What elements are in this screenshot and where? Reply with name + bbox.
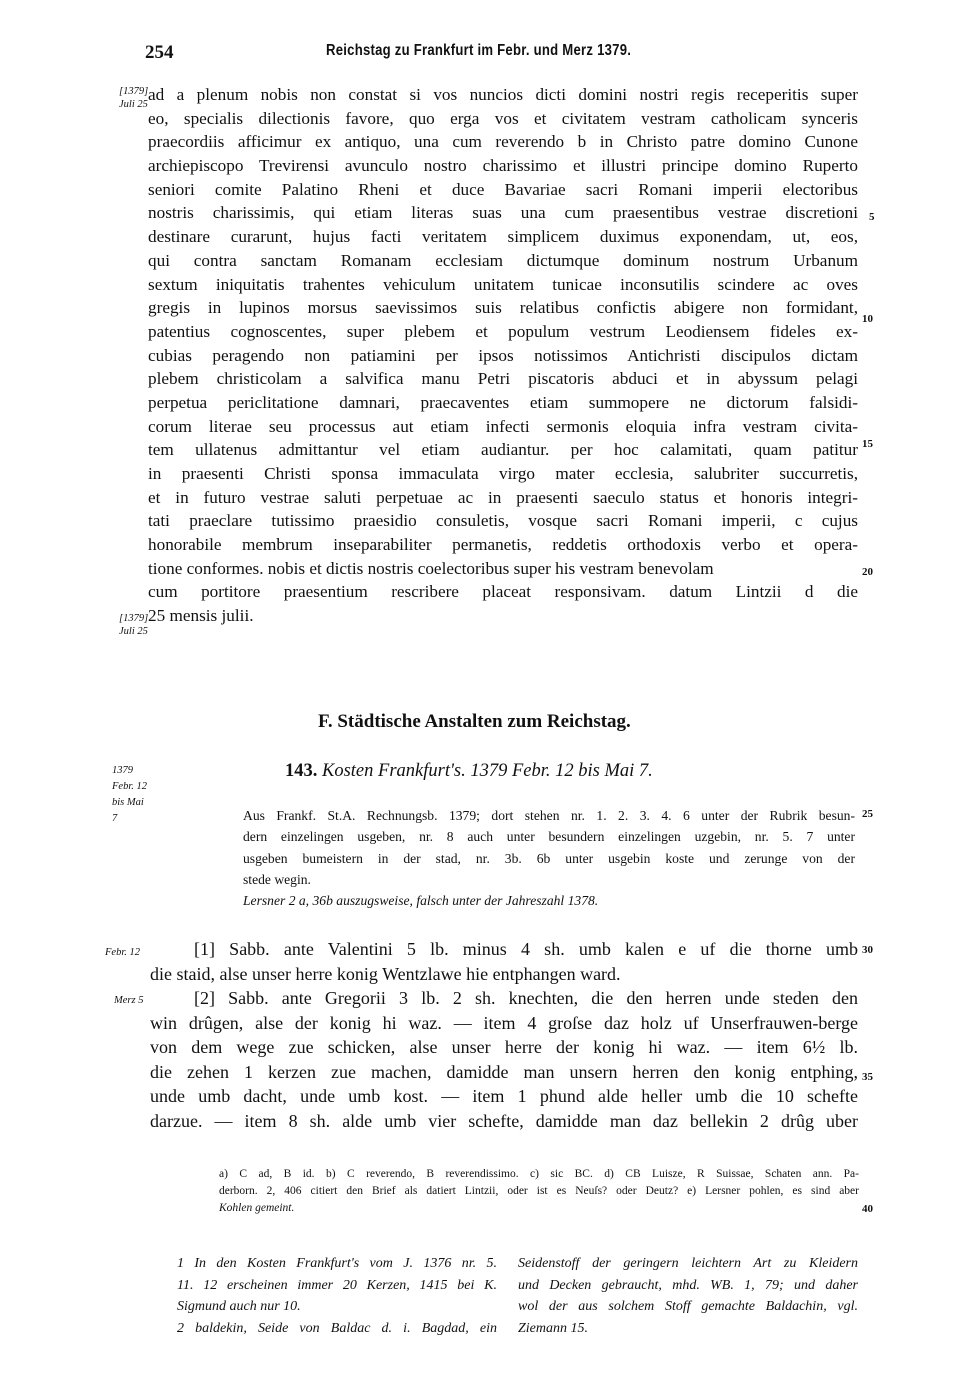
account-line: die zehen 1 kerzen zue machen, damidde man unsern herren den konig entphing,	[150, 1061, 858, 1082]
running-title: Reichstag zu Frankfurt im Febr. und Merz 1379.	[326, 42, 632, 59]
footnote-line: 11. 12 erscheinen immer 20 Kerzen, 1415 bei K.	[177, 1277, 497, 1293]
footnotes-left-column	[177, 1253, 497, 1340]
footnote-line: Seidenstoff der geringern leichtern Art zu Kleidern	[518, 1256, 858, 1271]
letter-line: gregis in lupinos morsus saevissimos suis relatibus confictis abigere non formidant,	[148, 298, 858, 318]
letter-body	[148, 83, 858, 628]
source-line: stede wegin.	[243, 871, 311, 887]
letter-line: tati praeclare tutissimo praesidio consuletis, vosque sacri Romani imperii, c cujus	[148, 511, 858, 531]
letter-line: ad a plenum nobis non constat si vos nuncios dicti domini nostri regis receperitis super	[148, 85, 858, 104]
letter-line: nostris charissimis, qui etiam literas suas una cum praesentibus vestrae discretioni	[148, 203, 858, 223]
footnotes-right-column	[518, 1253, 858, 1340]
letter-line: seniori comite Palatino Rheni et duce Bavariae sacri Romani imperii electoribus	[148, 179, 858, 199]
letter-line: in praesenti Christi sponsa immaculata virgo mater ecclesia, salubriter succurretis,	[148, 464, 858, 483]
letter-line: honorabile membrum inseparabiliter permanetis, reddetis orthodoxis verbo et opera-	[148, 535, 858, 555]
footnote-line: Ziemann 15.	[518, 1321, 588, 1337]
letter-line: plebem christicolam a salvifica manu Petri piscatoris abduci et in abyssum pelagi	[148, 369, 858, 389]
source-line: Lersner 2 a, 36b auszugsweise, falsch unter der Jahreszahl 1378.	[243, 893, 599, 909]
entry-title: Kosten Frankfurt's. 1379 Febr. 12 bis Mai 7.	[322, 761, 653, 781]
footnote-line: Sigmund auch nur 10.	[177, 1299, 301, 1315]
account-entries	[150, 937, 858, 1133]
letter-line: qui contra sanctam Romanam ecclesiam dictumque dominum nostrum Urbanum	[148, 250, 858, 270]
letter-line: tione conformes. nobis et dictis nostris coelectoribus super his vestram benevolam	[148, 558, 714, 578]
letter-line: 25 mensis julii.	[148, 606, 254, 626]
letter-line: destinare curarunt, hujus facti veritatem simplicem duximus exponendam, ut, eos,	[148, 227, 858, 247]
letter-line: praecordiis afficimur ex antiquo, una cum reverendo b in Christo patre domino Cunone	[148, 132, 858, 152]
source-line: usgeben bumeistern in der stad, nr. 3b. 6b unter usgebin koste und zerunge von der	[243, 850, 855, 866]
entry-number: 143.	[285, 761, 318, 781]
account-line: die staid, alse unser herre konig Wentzlawe hie entphangen ward.	[150, 963, 621, 984]
footnote-line: und Decken gebraucht, mhd. WB. 1, 79; und daher	[518, 1277, 858, 1293]
line-number: 25	[862, 808, 873, 820]
line-number: 5	[869, 211, 875, 223]
letter-line: tem ullatenus admittantur vel etiam audiantur. per hoc calamitati, quam patitur	[148, 440, 858, 460]
letter-line: eo, specialis dilectionis favore, quo erga vos et civitatem vestram catholicam synceris	[148, 108, 858, 128]
letter-line: perpetua periclitatione damnari, praecaventes etiam summopere ne dictorum falsidi-	[148, 392, 858, 412]
apparatus-line: a) C ad, B id. b) C reverendo, B reverendissimo. c) sic BC. d) CB Luisze, R Suissae, Schaten ann. Pa-	[219, 1168, 859, 1180]
account-line: win drûgen, alse der konig hi waz. — item 4 groſse daz holz uf Unserfrauwen-berge	[150, 1012, 858, 1033]
account-line: darzue. — item 8 sh. alde umb vier schefte, damidde man daz bellekin 2 drûg uber	[150, 1110, 858, 1131]
apparatus-line: derborn. 2, 406 citiert den Brief als datiert Lintzii, oder ist es Neuſs? oder Deutz? e) Lersner pohlen, es sind aber	[219, 1185, 859, 1197]
line-number: 20	[862, 566, 873, 578]
account-line: [1] Sabb. ante Valentini 5 lb. minus 4 sh. umb kalen e uf die thorne umb	[194, 939, 858, 959]
line-number: 40	[862, 1203, 873, 1215]
letter-line: sextum iniquitatis trahentes vehiculum unitatem tunicae inconsutilis scindere ac oves	[148, 274, 858, 294]
letter-line: corum literae seu processus aut etiam infecti sermonis eloquia infra vestram civita-	[148, 416, 858, 436]
footnote-line: wol der aus solchem Stoff gemachte Baldachin, vgl.	[518, 1299, 858, 1315]
line-number: 35	[862, 1071, 873, 1083]
letter-line: et in futuro vestrae saluti perpetuae ac in praesenti saeculo status et honoris integri-	[148, 487, 858, 507]
apparatus-line: Kohlen gemeint.	[219, 1202, 295, 1214]
source-note	[243, 805, 855, 911]
margin-entry-dates: 1379 Febr. 12 bis Mai 7	[112, 765, 147, 824]
source-line: Aus Frankf. St.A. Rechnungsb. 1379; dort stehen nr. 1. 2. 3. 4. 6 unter der Rubrik besun-	[243, 808, 855, 823]
page-number: 254	[145, 42, 174, 63]
letter-line: patentius cognoscentes, super plebem et populum vestrum Leodiensem fideles ex-	[148, 321, 858, 341]
line-number: 15	[862, 438, 873, 450]
margin-date-top: [1379] Juli 25	[119, 86, 149, 110]
entry-heading	[285, 761, 653, 782]
margin-item1-date: Febr. 12	[105, 947, 140, 958]
letter-line: archiepiscopo Trevirensi avunculo nostro charissimo et illustri principe domino Ruperto	[148, 156, 858, 176]
margin-item2-date: Merz 5	[114, 995, 144, 1006]
source-line: dern einzelingen usgeben, nr. 8 auch unter besundern einzelingen uzgebin, nr. 5. 7 unter	[243, 829, 855, 845]
letter-line: cum portitore praesentium rescribere placeat responsivam. datum Lintzii d die	[148, 582, 858, 602]
line-number: 10	[862, 313, 873, 325]
section-title: F. Städtische Anstalten zum Reichstag.	[318, 711, 631, 732]
line-number: 30	[862, 944, 873, 956]
footnote-line: 2 baldekin, Seide von Baldac d. i. Bagdad, ein	[177, 1321, 497, 1337]
footnote-line: 1 In den Kosten Frankfurt's vom J. 1376 nr. 5.	[177, 1256, 497, 1271]
account-line: von dem wege zue schicken, alse unser herre der konig hi waz. — item 6½ lb.	[150, 1037, 858, 1057]
letter-line: cubias peragendo non patiamini per ipsos notissimos Antichristi discipulos dictam	[148, 345, 858, 365]
critical-apparatus	[219, 1166, 859, 1217]
account-line: unde umb dacht, unde umb kost. — item 1 phund alde heller umb die 10 schefte	[150, 1086, 858, 1106]
margin-date-mid: [1379] Juli 25	[119, 613, 149, 637]
account-line: [2] Sabb. ante Gregorii 3 lb. 2 sh. knechten, die den herren unde steden den	[194, 988, 858, 1008]
